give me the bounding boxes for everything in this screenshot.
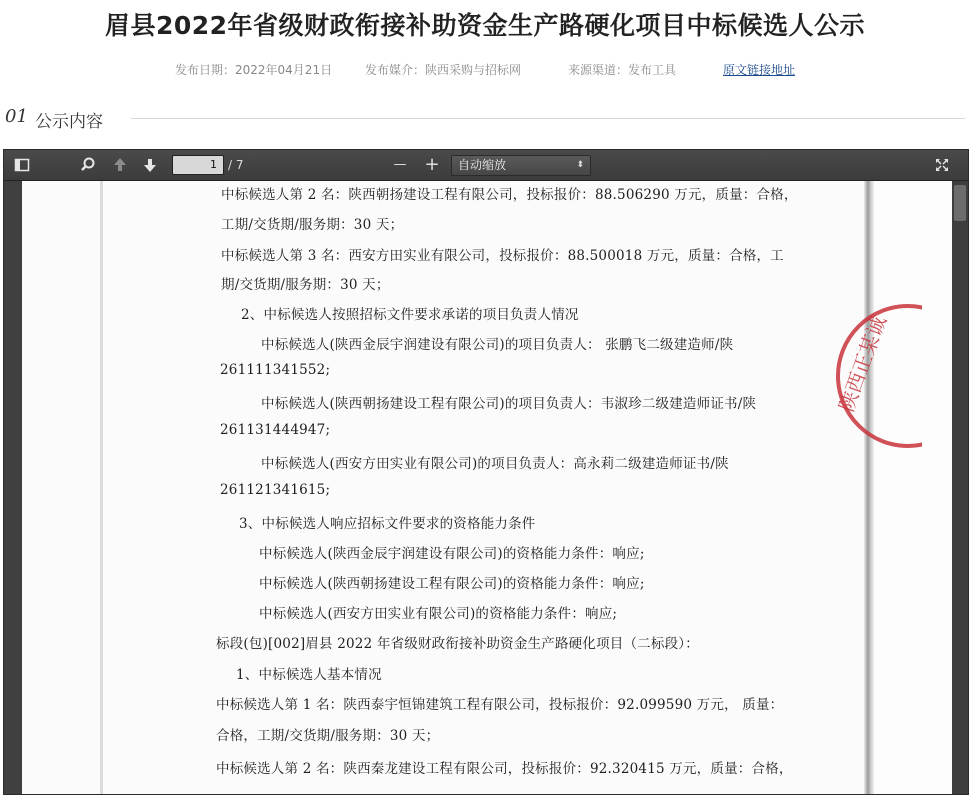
section-number: 01	[5, 106, 28, 127]
zoom-out-button[interactable]: —	[393, 157, 407, 172]
vertical-scrollbar[interactable]	[952, 181, 968, 795]
doc-line: 中标候选人(西安方田实业有限公司)的项目负责人：高永莉二级建造师证书/陕	[261, 456, 729, 472]
sidebar-toggle-icon[interactable]	[14, 150, 36, 180]
doc-line: 1、中标候选人基本情况	[236, 667, 382, 683]
doc-line: 中标候选人第 1 名：陕西泰宇恒锦建筑工程有限公司，投标报价：92.099590 万元， 质量：	[216, 697, 784, 713]
doc-line: 合格，工期/交货期/服务期：30 天；	[216, 728, 440, 744]
doc-line: 中标候选人第 2 名：陕西秦龙建设工程有限公司，投标报价：92.320415 万元，质量：合格，	[216, 761, 793, 777]
doc-line: 中标候选人第 2 名：陕西朝扬建设工程有限公司，投标报价：88.506290 万元，质量：合格，	[221, 187, 798, 203]
svg-text:陕西正某诚: 陕西正某诚	[834, 312, 891, 415]
doc-line: 中标候选人(陕西金辰宇润建设有限公司)的资格能力条件：响应;	[259, 546, 645, 562]
section-divider	[131, 118, 965, 119]
doc-line: 中标候选人(陕西朝扬建设工程有限公司)的项目负责人：韦淑珍二级建造师证书/陕	[261, 396, 757, 412]
next-page-icon[interactable]	[142, 150, 162, 180]
doc-line: 中标候选人第 3 名：西安方田实业有限公司，投标报价：88.500018 万元，质量：合格，工	[221, 248, 784, 264]
previous-page-icon[interactable]	[112, 150, 132, 180]
fullscreen-icon[interactable]	[934, 150, 954, 180]
pdf-viewer	[3, 149, 969, 795]
red-seal-stamp	[822, 301, 922, 451]
page-number-input[interactable]: 1	[172, 155, 224, 175]
doc-line: 261121341615;	[220, 482, 331, 498]
search-icon[interactable]	[80, 150, 100, 180]
section-label: 公示内容	[35, 112, 103, 132]
zoom-in-button[interactable]: +	[424, 154, 440, 175]
page-margin	[874, 181, 954, 795]
document-area[interactable]	[4, 181, 969, 795]
chevron-updown-icon: ⬍	[576, 160, 584, 170]
original-link[interactable]: 原文链接地址	[723, 63, 796, 77]
publish-media: 发布媒介：陕西采购与招标网	[365, 63, 522, 77]
doc-line: 3、中标候选人响应招标文件要求的资格能力条件	[239, 516, 536, 532]
section-header	[5, 105, 965, 132]
doc-line: 261131444947;	[220, 422, 331, 438]
publish-date: 发布日期：2022年04月21日	[175, 63, 333, 77]
scrollbar-thumb[interactable]	[954, 185, 966, 221]
source-channel: 来源渠道：发布工具	[568, 63, 677, 77]
page-count: / 7	[228, 158, 244, 172]
doc-line: 2、中标候选人按照招标文件要求承诺的项目负责人情况	[241, 307, 579, 323]
pdf-page	[22, 181, 954, 795]
doc-line: 中标候选人(陕西朝扬建设工程有限公司)的资格能力条件：响应;	[259, 576, 645, 592]
page-title: 眉县2022年省级财政衔接补助资金生产路硬化项目中标候选人公示	[104, 11, 866, 40]
page-edge	[864, 181, 874, 795]
zoom-select[interactable]	[451, 155, 591, 176]
doc-line: 261111341552;	[220, 362, 331, 378]
zoom-value: 自动缩放	[458, 158, 507, 172]
doc-line: 期/交货期/服务期：30 天；	[221, 277, 390, 293]
doc-line: 中标候选人(陕西金辰宇润建设有限公司)的项目负责人： 张鹏飞二级建造师/陕	[261, 337, 734, 353]
pdf-toolbar	[4, 150, 969, 181]
doc-line: 标段(包)[002]眉县 2022 年省级财政衔接补助资金生产路硬化项目（二标段）：	[216, 636, 699, 652]
doc-line: 中标候选人(西安方田实业有限公司)的资格能力条件：响应;	[259, 606, 618, 622]
page-fold	[100, 181, 103, 795]
doc-line: 工期/交货期/服务期：30 天；	[221, 217, 404, 233]
